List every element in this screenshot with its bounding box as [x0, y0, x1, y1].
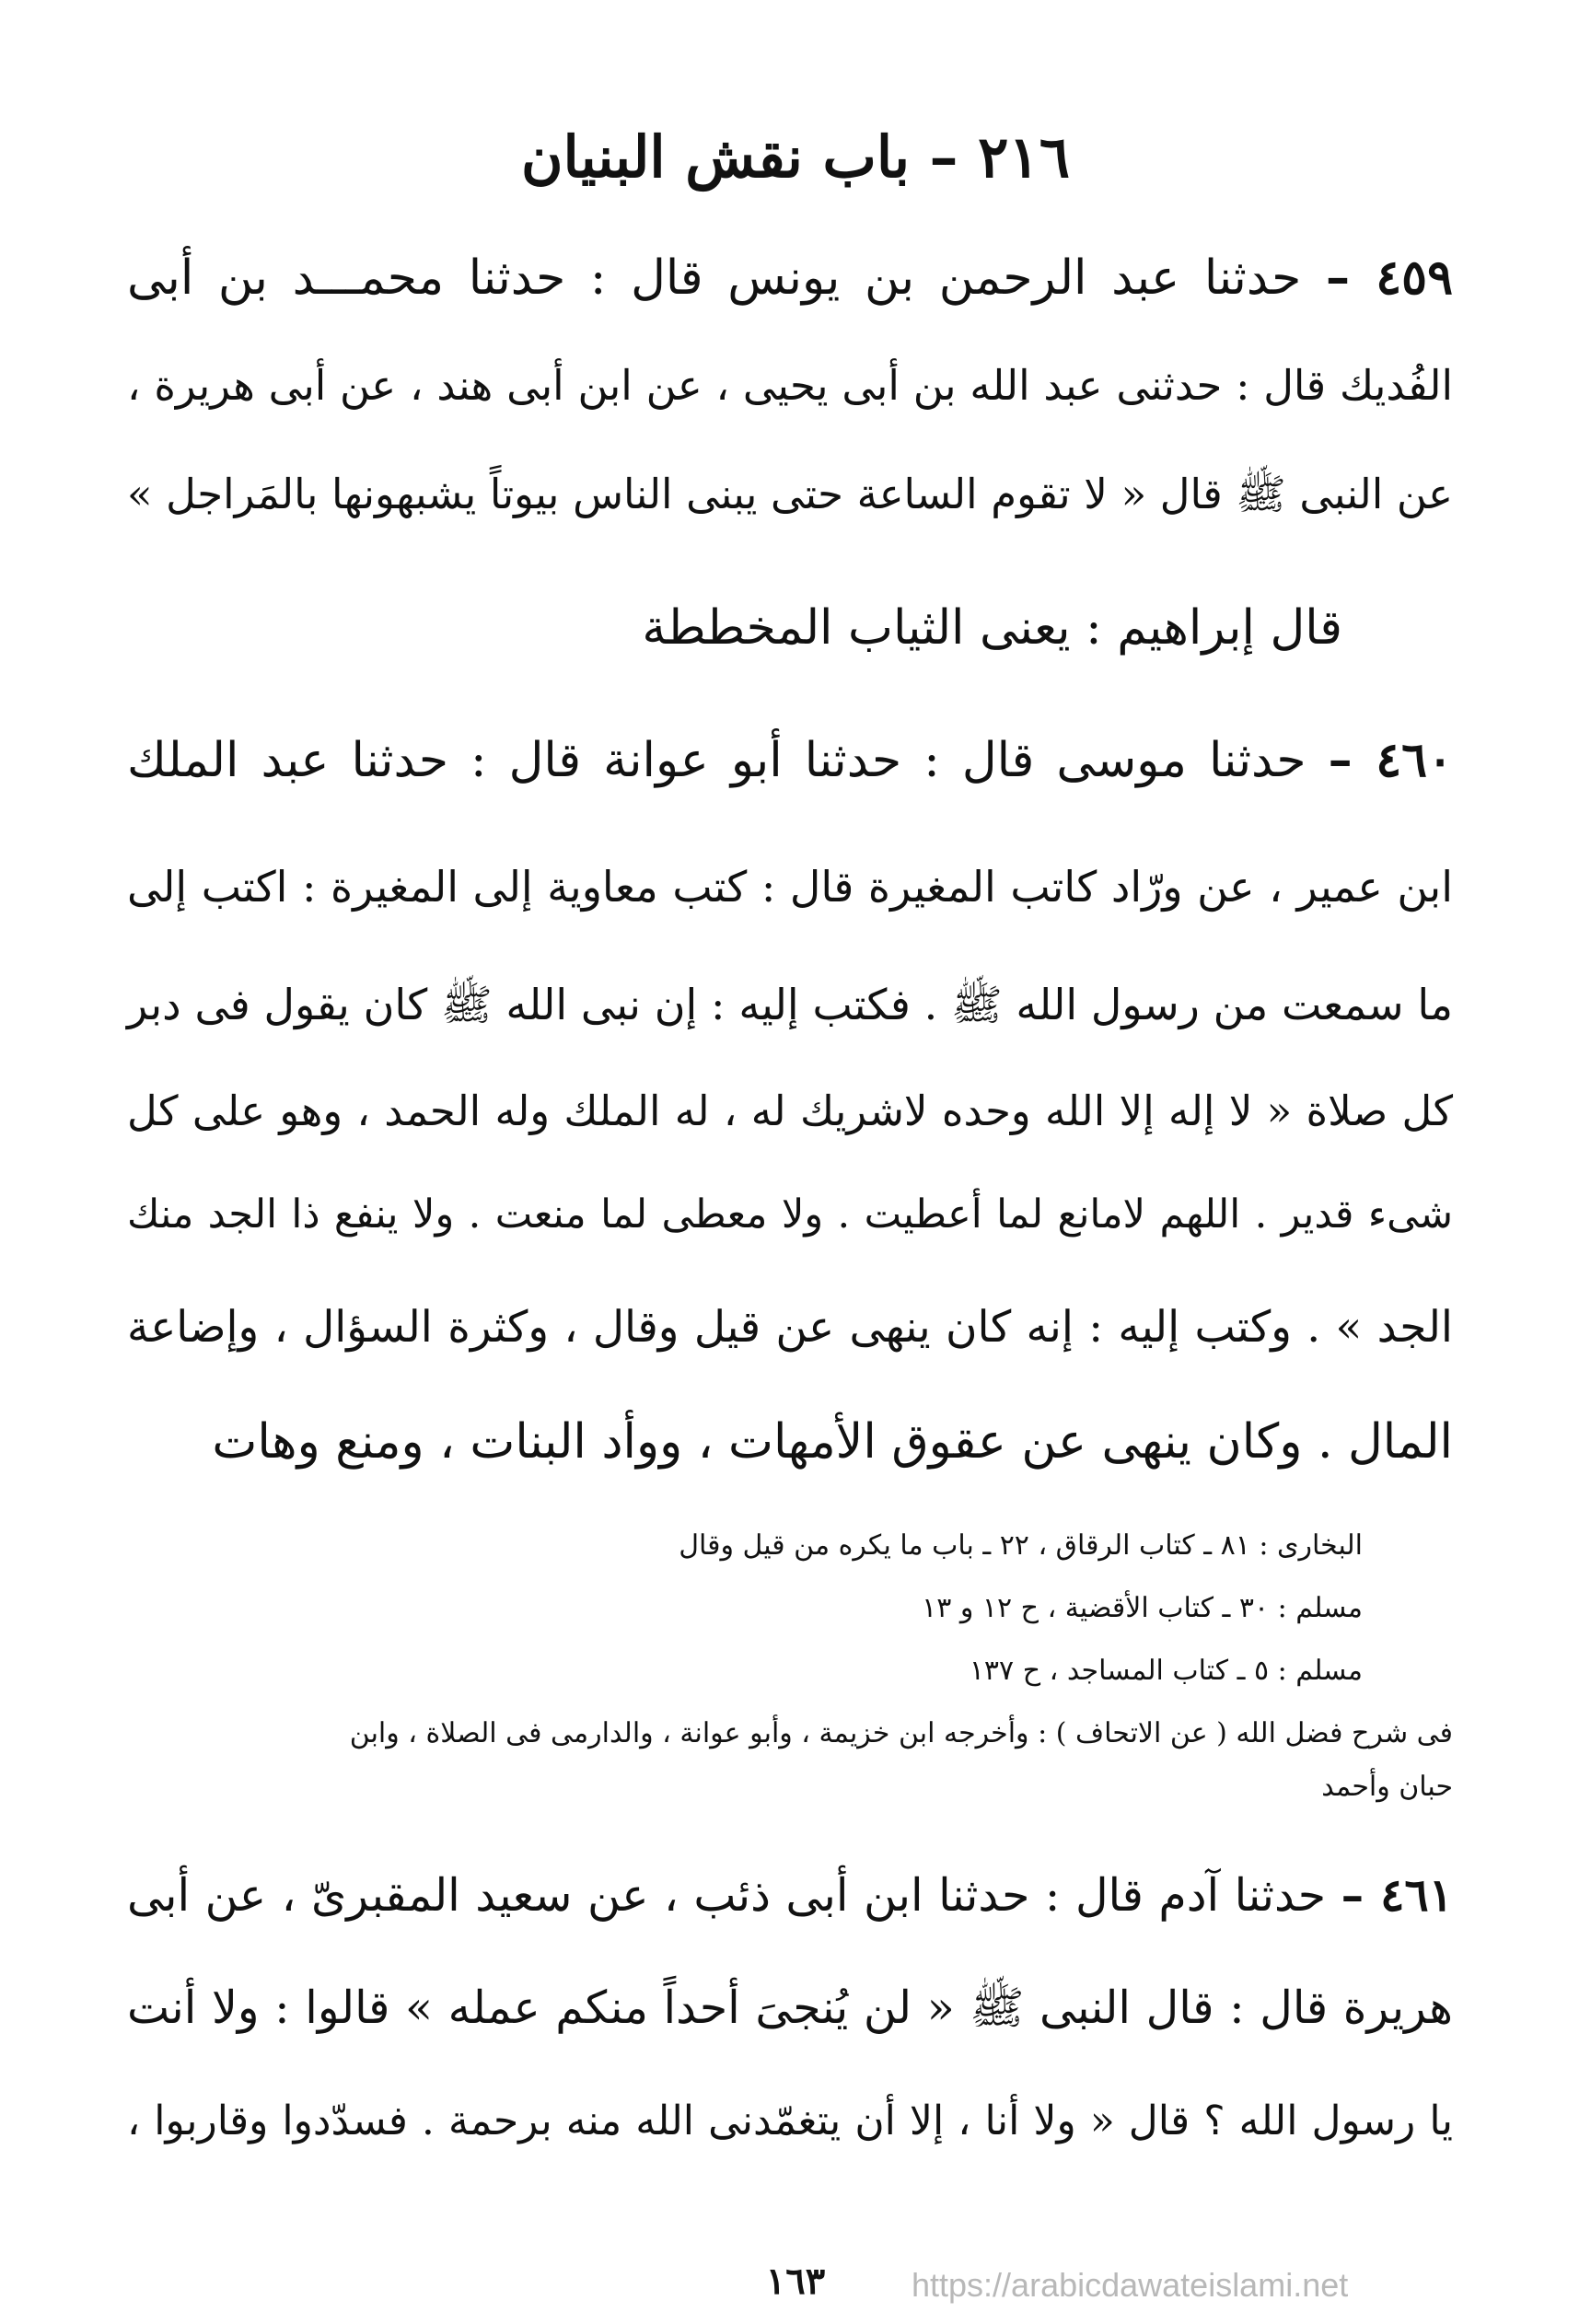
- hadith-460-line-3: ما سمعت من رسول الله ﷺ . فكتب إليه : إن نبى الله ﷺ كان يقول فى دبر: [127, 980, 1453, 1029]
- hadith-461-line-2: هريرة قال : قال النبى ﷺ « لن يُنجىَ أحداً منكم عمله » قالوا : ولا أنت: [127, 1981, 1453, 2034]
- hadith-460-line-1: ٤٦٠ – حدثنا موسى قال : حدثنا أبو عوانة قال : حدثنا عبد الملك: [127, 732, 1453, 788]
- footnote-4-cont: حبان وأحمد: [1321, 1771, 1453, 1803]
- hadith-460-line-4: كل صلاة « لا إله إلا الله وحده لاشريك له ، له الملك وله الحمد ، وهو على كل: [127, 1086, 1453, 1135]
- hadith-459-line-2: الفُديك قال : حدثنى عبد الله بن أبى يحيى ، عن ابن أبى هند ، عن أبى هريرة ،: [127, 361, 1453, 410]
- footnote-4: فى شرح فضل الله ( عن الاتحاف ) : وأخرجه ابن خزيمة ، وأبو عوانة ، والدارمى فى الصلاة ، وابن: [349, 1717, 1453, 1749]
- hadith-459-line-4: قال إبراهيم : يعنى الثياب المخططة: [642, 600, 1342, 656]
- hadith-460-line-2: ابن عمير ، عن ورّاد كاتب المغيرة قال : كتب معاوية إلى المغيرة : اكتب إلى: [127, 862, 1453, 912]
- footnote-1: البخارى : ٨١ ـ كتاب الرقاق ، ٢٢ ـ باب ما يكره من قيل وقال: [679, 1529, 1363, 1562]
- hadith-461-line-3: يا رسول الله ؟ قال « ولا أنا ، إلا أن يتغمّدنى الله منه برحمة . فسدّدوا وقاربوا ،: [127, 2097, 1453, 2144]
- hadith-460-line-5: شىء قدير . اللهم لامانع لما أعطيت . ولا معطى لما منعت . ولا ينفع ذا الجد منك: [127, 1191, 1453, 1238]
- hadith-461-line-1: ٤٦١ – حدثنا آدم قال : حدثنا ابن أبى ذئب ، عن سعيد المقبرىّ ، عن أبى: [127, 1868, 1454, 1922]
- page-number: ١٦٣: [765, 2260, 826, 2303]
- hadith-460-line-6: الجد » . وكتب إليه : إنه كان ينهى عن قيل وقال ، وكثرة السؤال ، وإضاعة: [127, 1302, 1453, 1353]
- chapter-title: ٢١٦ – باب نقش البنيان: [520, 123, 1071, 191]
- hadith-460-line-7: المال . وكان ينهى عن عقوق الأمهات ، ووأد البنات ، ومنع وهات: [212, 1414, 1453, 1470]
- footnote-3: مسلم : ٥ ـ كتاب المساجد ، ح ١٣٧: [969, 1655, 1363, 1687]
- watermark-url: https://arabicdawateislami.net: [912, 2266, 1349, 2304]
- hadith-460-number: ٤٦٠ –: [1328, 732, 1453, 788]
- hadith-459-number: ٤٥٩ –: [1325, 250, 1454, 306]
- footnote-2: مسلم : ٣٠ ـ كتاب الأقضية ، ح ١٢ و ١٣: [922, 1592, 1363, 1624]
- hadith-461-number: ٤٦١ –: [1341, 1868, 1454, 1922]
- hadith-459-line-1: ٤٥٩ – حدثنا عبد الرحمن بن يونس قال : حدثنا محمـــد بن أبى: [127, 250, 1454, 306]
- hadith-459-line-3: عن النبى ﷺ قال « لا تقوم الساعة حتى يبنى الناس بيوتاً يشبهونها بالمَراجل »: [127, 470, 1453, 518]
